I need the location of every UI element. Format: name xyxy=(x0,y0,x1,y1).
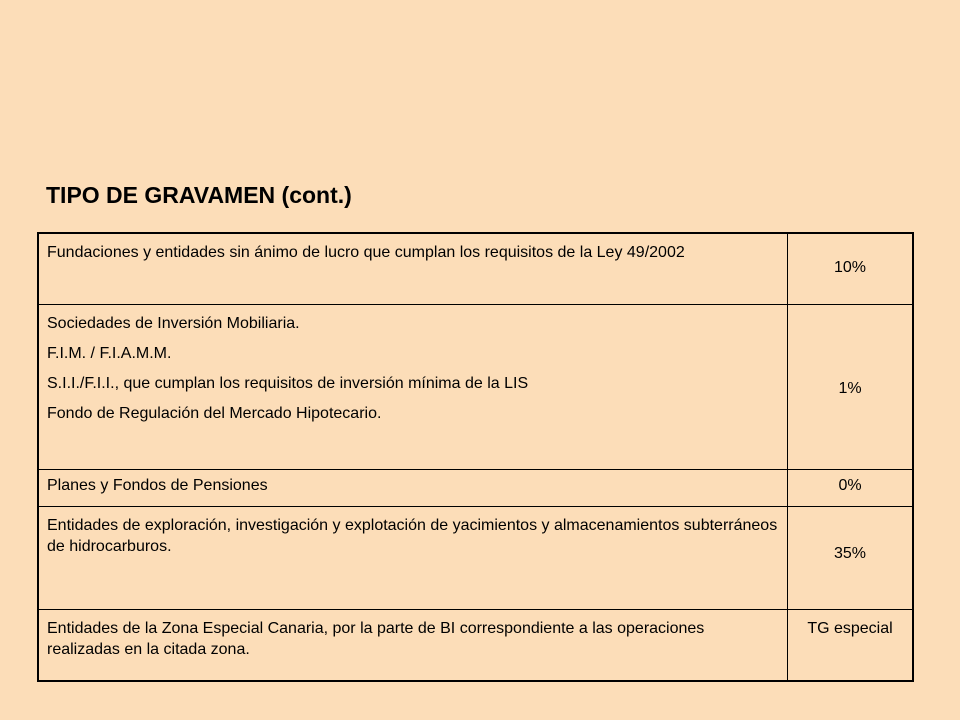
rate-cell xyxy=(788,305,914,470)
rate-value: 10% xyxy=(833,259,867,276)
entity-description: Fundaciones y entidades sin ánimo de lucro que cumplan los requisitos de la Ley 49/2002 xyxy=(47,244,685,261)
entity-description: Fondo de Regulación del Mercado Hipotecario. xyxy=(47,405,382,422)
rate-cell xyxy=(788,507,914,610)
rate-cell xyxy=(788,610,914,682)
table-row xyxy=(38,610,913,682)
table-row xyxy=(38,470,913,507)
table-row xyxy=(38,507,913,610)
rate-value: TG especial xyxy=(807,620,893,637)
entity-cell xyxy=(38,610,788,682)
rate-value: 0% xyxy=(838,477,862,494)
tax-rate-table xyxy=(37,232,914,682)
rate-value: 35% xyxy=(833,545,867,562)
slide-title: TIPO DE GRAVAMEN (cont.) xyxy=(46,182,352,208)
entity-cell xyxy=(38,507,788,610)
entity-description: Sociedades de Inversión Mobiliaria. xyxy=(47,315,300,332)
entity-description: Entidades de la Zona Especial Canaria, por la parte de BI correspondiente a las operaciones realizadas en la citada zona. xyxy=(47,620,705,658)
rate-cell xyxy=(788,470,914,507)
rate-cell xyxy=(788,233,914,305)
entity-cell xyxy=(38,233,788,305)
entity-cell xyxy=(38,305,788,470)
table-row xyxy=(38,233,913,305)
entity-description: Entidades de exploración, investigación y explotación de yacimientos y almacenamientos subterráneos de hidrocarburos. xyxy=(47,517,778,555)
entity-description: S.I.I./F.I.I., que cumplan los requisitos de inversión mínima de la LIS xyxy=(47,375,529,392)
table-row xyxy=(38,305,913,470)
entity-cell xyxy=(38,470,788,507)
entity-description: Planes y Fondos de Pensiones xyxy=(47,477,268,494)
rate-value: 1% xyxy=(838,380,862,397)
entity-description: F.I.M. / F.I.A.M.M. xyxy=(47,345,172,362)
